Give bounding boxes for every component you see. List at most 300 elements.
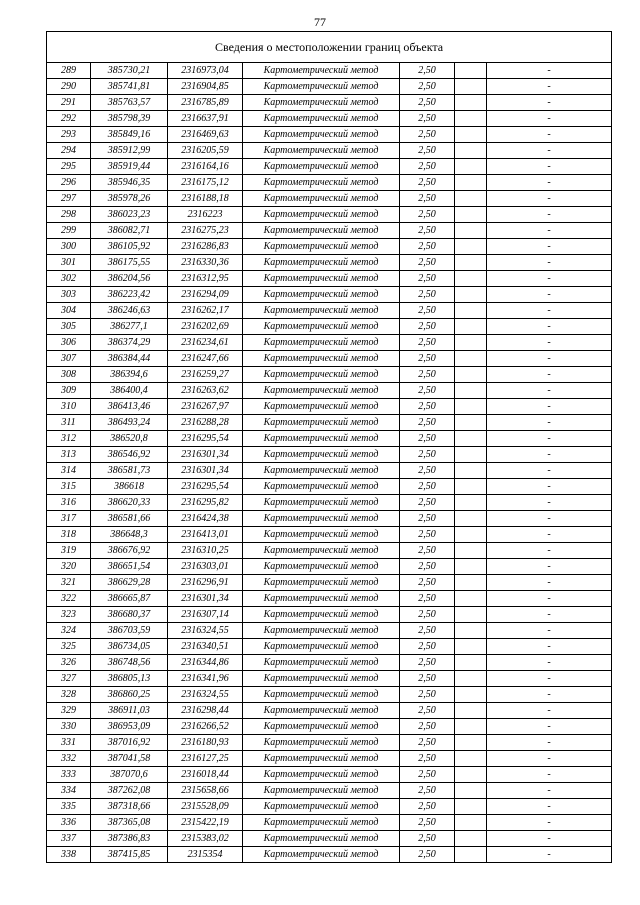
description-cell: -: [487, 111, 612, 127]
point-number-cell: 301: [47, 255, 91, 271]
x-coordinate-cell: 386676,92: [91, 543, 168, 559]
description-cell: -: [487, 623, 612, 639]
blank-cell-cell: [455, 511, 487, 527]
y-coordinate-cell: 2316295,54: [168, 431, 243, 447]
table-row: [47, 287, 612, 303]
table-row: [47, 671, 612, 687]
accuracy-cell: 2,50: [400, 479, 455, 495]
point-number-cell: 337: [47, 831, 91, 847]
method-cell: Картометрический метод: [243, 351, 400, 367]
description-cell: -: [487, 495, 612, 511]
x-coordinate-cell: 386384,44: [91, 351, 168, 367]
method-cell: Картометрический метод: [243, 719, 400, 735]
point-number-cell: 316: [47, 495, 91, 511]
blank-cell-cell: [455, 655, 487, 671]
y-coordinate-cell: 2316295,54: [168, 479, 243, 495]
x-coordinate-cell: 386277,1: [91, 319, 168, 335]
method-cell: Картометрический метод: [243, 95, 400, 111]
y-coordinate-cell: 2316296,91: [168, 575, 243, 591]
table-row: [47, 639, 612, 655]
point-number-cell: 329: [47, 703, 91, 719]
description-cell: -: [487, 447, 612, 463]
table-row: [47, 367, 612, 383]
point-number-cell: 305: [47, 319, 91, 335]
point-number-cell: 323: [47, 607, 91, 623]
blank-cell-cell: [455, 447, 487, 463]
blank-cell-cell: [455, 543, 487, 559]
table-row: [47, 751, 612, 767]
description-cell: -: [487, 767, 612, 783]
description-cell: -: [487, 271, 612, 287]
blank-cell-cell: [455, 799, 487, 815]
description-cell: -: [487, 703, 612, 719]
accuracy-cell: 2,50: [400, 735, 455, 751]
x-coordinate-cell: 385978,26: [91, 191, 168, 207]
y-coordinate-cell: 2316175,12: [168, 175, 243, 191]
x-coordinate-cell: 386665,87: [91, 591, 168, 607]
accuracy-cell: 2,50: [400, 591, 455, 607]
blank-cell-cell: [455, 495, 487, 511]
x-coordinate-cell: 386374,29: [91, 335, 168, 351]
x-coordinate-cell: 387262,08: [91, 783, 168, 799]
method-cell: Картометрический метод: [243, 319, 400, 335]
description-cell: -: [487, 783, 612, 799]
description-cell: -: [487, 79, 612, 95]
table-row: [47, 143, 612, 159]
blank-cell-cell: [455, 623, 487, 639]
x-coordinate-cell: 387041,58: [91, 751, 168, 767]
blank-cell-cell: [455, 607, 487, 623]
accuracy-cell: 2,50: [400, 79, 455, 95]
table-row: [47, 495, 612, 511]
method-cell: Картометрический метод: [243, 383, 400, 399]
description-cell: -: [487, 815, 612, 831]
method-cell: Картометрический метод: [243, 703, 400, 719]
method-cell: Картометрический метод: [243, 607, 400, 623]
accuracy-cell: 2,50: [400, 367, 455, 383]
description-cell: -: [487, 607, 612, 623]
y-coordinate-cell: 2316234,61: [168, 335, 243, 351]
accuracy-cell: 2,50: [400, 127, 455, 143]
point-number-cell: 307: [47, 351, 91, 367]
y-coordinate-cell: 2316637,91: [168, 111, 243, 127]
x-coordinate-cell: 386734,05: [91, 639, 168, 655]
x-coordinate-cell: 385730,21: [91, 63, 168, 79]
table-row: [47, 431, 612, 447]
point-number-cell: 309: [47, 383, 91, 399]
point-number-cell: 304: [47, 303, 91, 319]
table-row: [47, 655, 612, 671]
point-number-cell: 335: [47, 799, 91, 815]
blank-cell-cell: [455, 287, 487, 303]
method-cell: Картометрический метод: [243, 543, 400, 559]
y-coordinate-cell: 2316330,36: [168, 255, 243, 271]
y-coordinate-cell: 2316127,25: [168, 751, 243, 767]
accuracy-cell: 2,50: [400, 223, 455, 239]
x-coordinate-cell: 386648,3: [91, 527, 168, 543]
accuracy-cell: 2,50: [400, 383, 455, 399]
method-cell: Картометрический метод: [243, 127, 400, 143]
y-coordinate-cell: 2316295,82: [168, 495, 243, 511]
description-cell: -: [487, 559, 612, 575]
accuracy-cell: 2,50: [400, 463, 455, 479]
y-coordinate-cell: 2316018,44: [168, 767, 243, 783]
method-cell: Картометрический метод: [243, 143, 400, 159]
point-number-cell: 298: [47, 207, 91, 223]
description-cell: -: [487, 399, 612, 415]
point-number-cell: 336: [47, 815, 91, 831]
table-row: [47, 543, 612, 559]
table-row: [47, 479, 612, 495]
y-coordinate-cell: 2316307,14: [168, 607, 243, 623]
boundary-sheet: [46, 31, 611, 863]
point-number-cell: 303: [47, 287, 91, 303]
table-row: [47, 623, 612, 639]
method-cell: Картометрический метод: [243, 671, 400, 687]
y-coordinate-cell: 2316785,89: [168, 95, 243, 111]
description-cell: -: [487, 687, 612, 703]
blank-cell-cell: [455, 735, 487, 751]
table-row: [47, 159, 612, 175]
point-number-cell: 325: [47, 639, 91, 655]
description-cell: -: [487, 255, 612, 271]
blank-cell-cell: [455, 175, 487, 191]
accuracy-cell: 2,50: [400, 111, 455, 127]
table-row: [47, 223, 612, 239]
description-cell: -: [487, 463, 612, 479]
description-cell: -: [487, 175, 612, 191]
point-number-cell: 318: [47, 527, 91, 543]
y-coordinate-cell: 2316344,86: [168, 655, 243, 671]
x-coordinate-cell: 385763,57: [91, 95, 168, 111]
x-coordinate-cell: 387318,66: [91, 799, 168, 815]
method-cell: Картометрический метод: [243, 815, 400, 831]
x-coordinate-cell: 385798,39: [91, 111, 168, 127]
accuracy-cell: 2,50: [400, 495, 455, 511]
table-row: [47, 319, 612, 335]
accuracy-cell: 2,50: [400, 335, 455, 351]
table-row: [47, 703, 612, 719]
accuracy-cell: 2,50: [400, 239, 455, 255]
y-coordinate-cell: 2316267,97: [168, 399, 243, 415]
point-number-cell: 295: [47, 159, 91, 175]
table-row: [47, 415, 612, 431]
method-cell: Картометрический метод: [243, 335, 400, 351]
method-cell: Картометрический метод: [243, 639, 400, 655]
x-coordinate-cell: 385946,35: [91, 175, 168, 191]
x-coordinate-cell: 386023,23: [91, 207, 168, 223]
blank-cell-cell: [455, 159, 487, 175]
blank-cell-cell: [455, 703, 487, 719]
x-coordinate-cell: 386175,55: [91, 255, 168, 271]
blank-cell-cell: [455, 783, 487, 799]
point-number-cell: 324: [47, 623, 91, 639]
y-coordinate-cell: 2316973,04: [168, 63, 243, 79]
method-cell: Картометрический метод: [243, 799, 400, 815]
point-number-cell: 331: [47, 735, 91, 751]
blank-cell-cell: [455, 351, 487, 367]
method-cell: Картометрический метод: [243, 687, 400, 703]
blank-cell-cell: [455, 463, 487, 479]
table-row: [47, 559, 612, 575]
description-cell: -: [487, 479, 612, 495]
description-cell: -: [487, 383, 612, 399]
boundary-table: [46, 31, 612, 863]
x-coordinate-cell: 386493,24: [91, 415, 168, 431]
description-cell: -: [487, 207, 612, 223]
x-coordinate-cell: 386703,59: [91, 623, 168, 639]
table-row: [47, 575, 612, 591]
y-coordinate-cell: 2316301,34: [168, 447, 243, 463]
accuracy-cell: 2,50: [400, 799, 455, 815]
table-row: [47, 463, 612, 479]
table-row: [47, 79, 612, 95]
description-cell: -: [487, 319, 612, 335]
x-coordinate-cell: 385849,16: [91, 127, 168, 143]
y-coordinate-cell: 2316286,83: [168, 239, 243, 255]
table-row: [47, 687, 612, 703]
blank-cell-cell: [455, 399, 487, 415]
point-number-cell: 319: [47, 543, 91, 559]
description-cell: -: [487, 159, 612, 175]
description-cell: -: [487, 143, 612, 159]
x-coordinate-cell: 386911,03: [91, 703, 168, 719]
method-cell: Картометрический метод: [243, 783, 400, 799]
method-cell: Картометрический метод: [243, 767, 400, 783]
blank-cell-cell: [455, 815, 487, 831]
accuracy-cell: 2,50: [400, 847, 455, 863]
accuracy-cell: 2,50: [400, 655, 455, 671]
y-coordinate-cell: 2316324,55: [168, 623, 243, 639]
description-cell: -: [487, 511, 612, 527]
point-number-cell: 327: [47, 671, 91, 687]
description-cell: -: [487, 287, 612, 303]
x-coordinate-cell: 386246,63: [91, 303, 168, 319]
y-coordinate-cell: 2316303,01: [168, 559, 243, 575]
y-coordinate-cell: 2316262,17: [168, 303, 243, 319]
table-row: [47, 783, 612, 799]
table-row: [47, 735, 612, 751]
table-row: [47, 303, 612, 319]
method-cell: Картометрический метод: [243, 495, 400, 511]
point-number-cell: 338: [47, 847, 91, 863]
table-row: [47, 447, 612, 463]
table-caption-row: [47, 32, 612, 63]
y-coordinate-cell: 2316275,23: [168, 223, 243, 239]
blank-cell-cell: [455, 751, 487, 767]
accuracy-cell: 2,50: [400, 255, 455, 271]
point-number-cell: 317: [47, 511, 91, 527]
y-coordinate-cell: 2316324,55: [168, 687, 243, 703]
x-coordinate-cell: 386581,66: [91, 511, 168, 527]
point-number-cell: 322: [47, 591, 91, 607]
y-coordinate-cell: 2316202,69: [168, 319, 243, 335]
accuracy-cell: 2,50: [400, 159, 455, 175]
description-cell: -: [487, 367, 612, 383]
blank-cell-cell: [455, 367, 487, 383]
point-number-cell: 328: [47, 687, 91, 703]
description-cell: -: [487, 543, 612, 559]
blank-cell-cell: [455, 303, 487, 319]
description-cell: -: [487, 95, 612, 111]
y-coordinate-cell: 2316259,27: [168, 367, 243, 383]
x-coordinate-cell: 386620,33: [91, 495, 168, 511]
x-coordinate-cell: 385912,99: [91, 143, 168, 159]
description-cell: -: [487, 591, 612, 607]
accuracy-cell: 2,50: [400, 623, 455, 639]
table-row: [47, 111, 612, 127]
point-number-cell: 321: [47, 575, 91, 591]
x-coordinate-cell: 386204,56: [91, 271, 168, 287]
blank-cell-cell: [455, 335, 487, 351]
y-coordinate-cell: 2316298,44: [168, 703, 243, 719]
y-coordinate-cell: 2316247,66: [168, 351, 243, 367]
accuracy-cell: 2,50: [400, 431, 455, 447]
accuracy-cell: 2,50: [400, 351, 455, 367]
table-row: [47, 191, 612, 207]
y-coordinate-cell: 2315658,66: [168, 783, 243, 799]
point-number-cell: 313: [47, 447, 91, 463]
blank-cell-cell: [455, 239, 487, 255]
blank-cell-cell: [455, 383, 487, 399]
point-number-cell: 302: [47, 271, 91, 287]
x-coordinate-cell: 387386,83: [91, 831, 168, 847]
table-row: [47, 511, 612, 527]
y-coordinate-cell: 2316294,09: [168, 287, 243, 303]
blank-cell-cell: [455, 415, 487, 431]
point-number-cell: 291: [47, 95, 91, 111]
x-coordinate-cell: 386748,56: [91, 655, 168, 671]
table-row: [47, 271, 612, 287]
description-cell: -: [487, 239, 612, 255]
point-number-cell: 300: [47, 239, 91, 255]
accuracy-cell: 2,50: [400, 687, 455, 703]
y-coordinate-cell: 2316469,63: [168, 127, 243, 143]
method-cell: Картометрический метод: [243, 463, 400, 479]
description-cell: -: [487, 415, 612, 431]
accuracy-cell: 2,50: [400, 511, 455, 527]
y-coordinate-cell: 2316341,96: [168, 671, 243, 687]
method-cell: Картометрический метод: [243, 831, 400, 847]
accuracy-cell: 2,50: [400, 831, 455, 847]
blank-cell-cell: [455, 527, 487, 543]
method-cell: Картометрический метод: [243, 735, 400, 751]
point-number-cell: 320: [47, 559, 91, 575]
point-number-cell: 332: [47, 751, 91, 767]
blank-cell-cell: [455, 767, 487, 783]
point-number-cell: 290: [47, 79, 91, 95]
x-coordinate-cell: 387070,6: [91, 767, 168, 783]
blank-cell-cell: [455, 143, 487, 159]
accuracy-cell: 2,50: [400, 303, 455, 319]
y-coordinate-cell: 2316188,18: [168, 191, 243, 207]
method-cell: Картометрический метод: [243, 175, 400, 191]
method-cell: Картометрический метод: [243, 255, 400, 271]
accuracy-cell: 2,50: [400, 191, 455, 207]
page-number: 77: [314, 15, 326, 29]
point-number-cell: 330: [47, 719, 91, 735]
y-coordinate-cell: 2315528,09: [168, 799, 243, 815]
method-cell: Картометрический метод: [243, 367, 400, 383]
accuracy-cell: 2,50: [400, 639, 455, 655]
x-coordinate-cell: 386805,13: [91, 671, 168, 687]
point-number-cell: 306: [47, 335, 91, 351]
blank-cell-cell: [455, 127, 487, 143]
blank-cell-cell: [455, 575, 487, 591]
table-title: Сведения о местоположении границ объекта: [47, 32, 612, 63]
table-row: [47, 719, 612, 735]
blank-cell-cell: [455, 255, 487, 271]
description-cell: -: [487, 191, 612, 207]
table-row: [47, 399, 612, 415]
y-coordinate-cell: 2316413,01: [168, 527, 243, 543]
point-number-cell: 292: [47, 111, 91, 127]
method-cell: Картометрический метод: [243, 239, 400, 255]
y-coordinate-cell: 2316288,28: [168, 415, 243, 431]
point-number-cell: 326: [47, 655, 91, 671]
table-row: [47, 847, 612, 863]
y-coordinate-cell: 2316164,16: [168, 159, 243, 175]
blank-cell-cell: [455, 671, 487, 687]
point-number-cell: 308: [47, 367, 91, 383]
accuracy-cell: 2,50: [400, 175, 455, 191]
description-cell: -: [487, 223, 612, 239]
table-row: [47, 527, 612, 543]
accuracy-cell: 2,50: [400, 287, 455, 303]
description-cell: -: [487, 671, 612, 687]
y-coordinate-cell: 2316223: [168, 207, 243, 223]
x-coordinate-cell: 386651,54: [91, 559, 168, 575]
x-coordinate-cell: 386629,28: [91, 575, 168, 591]
x-coordinate-cell: 386223,42: [91, 287, 168, 303]
y-coordinate-cell: 2316180,93: [168, 735, 243, 751]
y-coordinate-cell: 2315383,02: [168, 831, 243, 847]
x-coordinate-cell: 387365,08: [91, 815, 168, 831]
point-number-cell: 294: [47, 143, 91, 159]
accuracy-cell: 2,50: [400, 703, 455, 719]
method-cell: Картометрический метод: [243, 271, 400, 287]
table-row: [47, 207, 612, 223]
blank-cell-cell: [455, 591, 487, 607]
blank-cell-cell: [455, 479, 487, 495]
table-row: [47, 95, 612, 111]
blank-cell-cell: [455, 687, 487, 703]
boundary-table-body: [47, 32, 612, 863]
method-cell: Картометрический метод: [243, 591, 400, 607]
method-cell: Картометрический метод: [243, 559, 400, 575]
description-cell: -: [487, 431, 612, 447]
method-cell: Картометрический метод: [243, 399, 400, 415]
description-cell: -: [487, 575, 612, 591]
description-cell: -: [487, 735, 612, 751]
accuracy-cell: 2,50: [400, 95, 455, 111]
method-cell: Картометрический метод: [243, 751, 400, 767]
x-coordinate-cell: 385741,81: [91, 79, 168, 95]
description-cell: -: [487, 831, 612, 847]
x-coordinate-cell: 386953,09: [91, 719, 168, 735]
table-row: [47, 383, 612, 399]
table-row: [47, 607, 612, 623]
blank-cell-cell: [455, 111, 487, 127]
table-row: [47, 815, 612, 831]
y-coordinate-cell: 2316424,38: [168, 511, 243, 527]
method-cell: Картометрический метод: [243, 655, 400, 671]
accuracy-cell: 2,50: [400, 543, 455, 559]
y-coordinate-cell: 2316310,25: [168, 543, 243, 559]
table-row: [47, 239, 612, 255]
table-row: [47, 175, 612, 191]
method-cell: Картометрический метод: [243, 575, 400, 591]
